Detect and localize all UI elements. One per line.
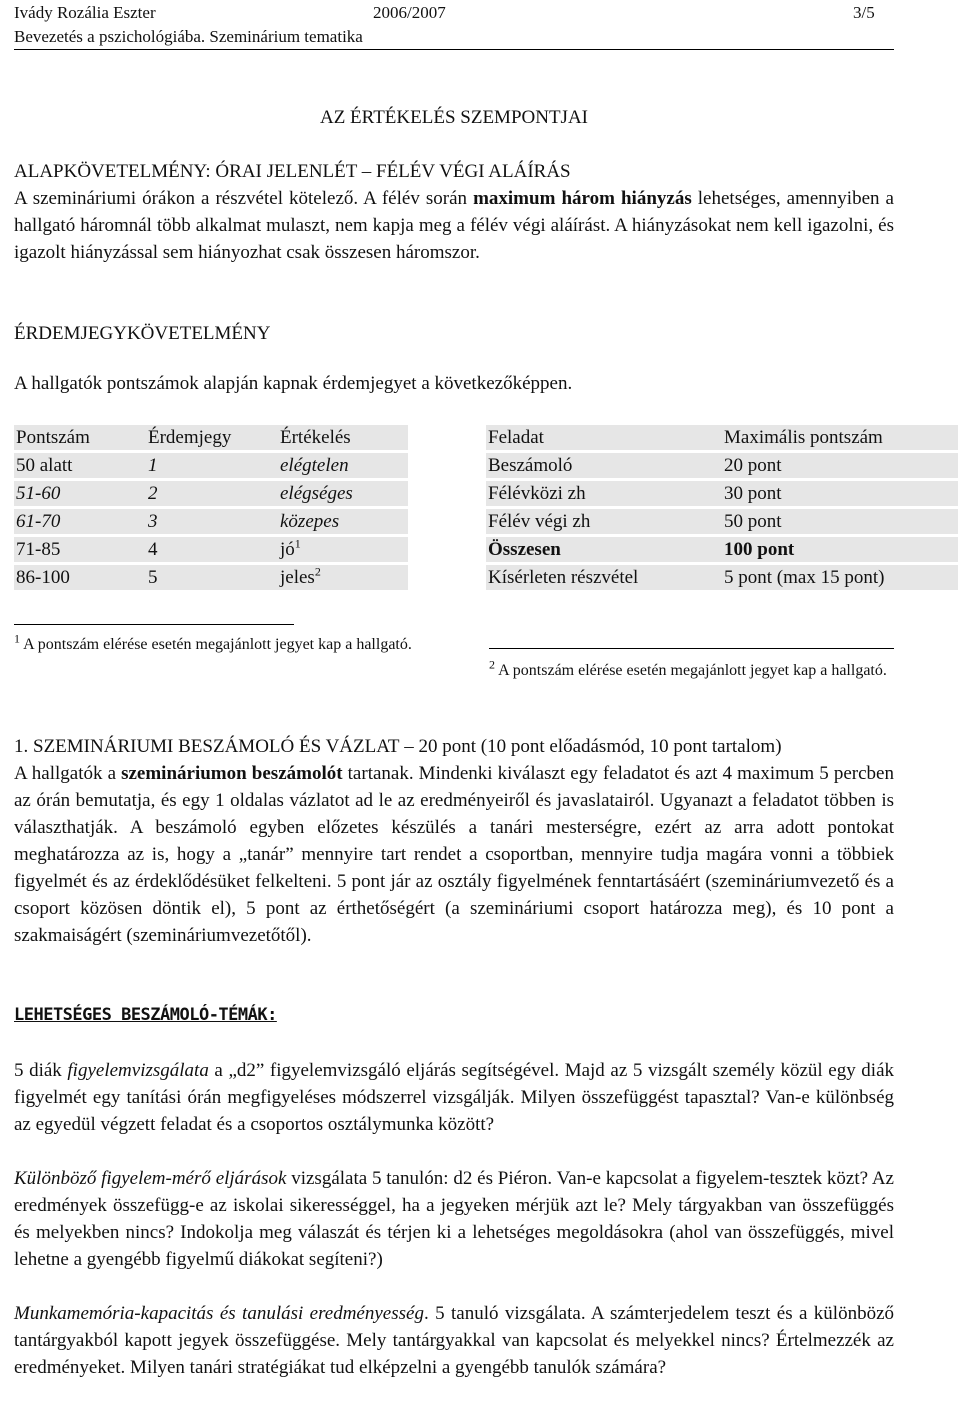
header-year: 2006/2007 <box>373 3 446 22</box>
cell-rating: $jó^1$ <box>278 537 408 562</box>
table-header-row <box>486 425 958 450</box>
header-divider <box>14 49 894 50</box>
basic-requirement-text: A szemináriumi órákon a részvétel kötelező. A félév során maximum három hiányzás lehetséges, amennyiben a hallgató háromnál több alkalmat mulaszt, nem kapja meg a félév végi aláírást. A hiányzásokat nem kell igazolni, és igazolt hiányzással sem hiányozhat csak összesen háromszor. <box>14 188 894 263</box>
cell-points: 30 pont <box>722 481 958 506</box>
footnote-divider-2 <box>489 648 894 649</box>
cell-rating: elégséges <box>278 481 408 506</box>
cell-points: 20 pont <box>722 453 958 478</box>
cell-rating: közepes <box>278 509 408 534</box>
cell-points: 100 pont <box>722 537 958 562</box>
table-row <box>486 537 958 562</box>
footnote-ref-2: 2 <box>314 564 321 579</box>
cell-score: 51-60 <box>14 481 146 506</box>
header-author: Ivády Rozália Eszter <box>14 3 156 22</box>
cell-rating: elégtelen <box>278 453 408 478</box>
col-header-grade: Érdemjegy <box>146 425 278 450</box>
cell-task: Beszámoló <box>486 453 722 478</box>
table-row <box>486 509 958 534</box>
header-course: Bevezetés a pszichológiába. Szeminárium tematika <box>14 27 363 46</box>
table-header-row <box>14 425 408 450</box>
topics-heading: LEHETSÉGES BESZÁMOLÓ-TÉMÁK: <box>14 1005 277 1025</box>
topic-3: Munkamemória-kapacitás és tanulási eredményesség. 5 tanuló vizsgálata. A számterjedelem teszt és a különböző tantárgyakból kapott jegyek összefüggése. Mely tantárgyakkal van kapcsolat és melyekkel nincs? Értelmezzék az eredményeket. Milyen tanári stratégiákat tud elképzelni a gyengébb tanulók számára? <box>14 1303 894 1378</box>
topic-2: Különböző figyelem-mérő eljárások vizsgálata 5 tanulón: d2 és Piéron. Van-e kapcsolat a figyelem-tesztek közt? Az eredmények összefügg-e az iskolai sikerességgel, ha a jegyeken mérjük azt le? Mely tárgyakban van összefüggés és melyekben nincs? Indokolja meg válaszát és térjen ki a lehetséges megoldásokra (ahol van összefüggés, mivel lehetne a gyengébb figyelmű diákokat segíteni?) <box>14 1168 894 1270</box>
footnote-1: $^1$ A pontszám elérése esetén megajánlott jegyet kap a hallgató. <box>14 631 412 653</box>
col-header-task: Feladat <box>486 425 722 450</box>
footnote-2: $^2$ A pontszám elérése esetén megajánlott jegyet kap a hallgató. <box>489 657 887 679</box>
table-row <box>486 453 958 478</box>
table-row <box>14 509 408 534</box>
cell-task: Összesen <box>486 537 722 562</box>
table-row <box>486 565 958 590</box>
table-row <box>14 537 408 562</box>
cell-task: Félév végi zh <box>486 509 722 534</box>
seminar-heading: 1. SZEMINÁRIUMI BESZÁMOLÓ ÉS VÁZLAT – 20 pont (10 pont előadásmód, 10 pont tartalom) <box>14 736 782 757</box>
col-header-score: Pontszám <box>14 425 146 450</box>
cell-grade: 4 <box>146 537 278 562</box>
cell-score: 50 alatt <box>14 453 146 478</box>
cell-score: 86-100 <box>14 565 146 590</box>
topic-1: 5 diák figyelemvizsgálata a „d2” figyelemvizsgáló eljárás segítségével. Majd az 5 vizsgált személy közül egy diák figyelmét egy tanítási órán megfigyeléses módszerrel vizsgálják. Milyen összefüggést tapasztal? Van-e különbség az egyedül végzett feladat és a csoportos osztálymunka között? <box>14 1060 895 1135</box>
grade-table <box>14 422 408 593</box>
cell-grade: 2 <box>146 481 278 506</box>
seminar-text: A hallgatók a szemináriumon beszámolót tartanak. Mindenki kiválaszt egy feladatot és azt 4 maximum 5 percben az órán bemutatja, és egy 1 oldalas vázlatot ad le az eredményeiről és javaslatairól. Ugyanazt a feladatot többen is választhatják. A beszámoló egyben előzetes készülés a tanári mesterségre, ezért az arra adott pontokat meghatározza az is, hogy a „tanár” mennyire tart rendet a csoportban, mennyire tudja magára vonni a többiek figyelmét és az érdeklődésüket felkelteni. 5 pont jár az osztály figyelmének fenntartásáért (szemináriumvezető és a csoport közösen döntik el), 5 pont az érthetőségért (a szemináriumi csoport határozza meg), és 10 pont a szakmaiságért (szemináriumvezetőtől). <box>14 763 894 946</box>
cell-score: 71-85 <box>14 537 146 562</box>
cell-rating: jeles$^2$ <box>278 565 408 590</box>
cell-score: 61-70 <box>14 509 146 534</box>
page-title: AZ ÉRTÉKELÉS SZEMPONTJAI <box>319 107 588 128</box>
basic-requirement-heading: ALAPKÖVETELMÉNY: ÓRAI JELENLÉT – FÉLÉV VÉGI ALÁÍRÁS <box>14 161 571 182</box>
table-row <box>486 481 958 506</box>
cell-grade: 5 <box>146 565 278 590</box>
cell-grade: 1 <box>146 453 278 478</box>
grade-intro: A hallgatók pontszámok alapján kapnak érdemjegyet a következőképpen. <box>14 373 573 394</box>
footnote-divider-1 <box>14 624 294 625</box>
grade-requirement-heading: ÉRDEMJEGYKÖVETELMÉNY <box>14 323 271 344</box>
cell-points: 50 pont <box>722 509 958 534</box>
cell-points: 5 pont (max 15 pont) <box>722 565 958 590</box>
header-page: 3/5 <box>853 3 875 22</box>
table-row <box>14 565 408 590</box>
col-header-max-points: Maximális pontszám <box>722 425 958 450</box>
cell-task: Félévközi zh <box>486 481 722 506</box>
cell-task: Kísérleten részvétel <box>486 565 722 590</box>
points-table <box>486 422 958 593</box>
col-header-rating: Értékelés <box>278 425 408 450</box>
table-row <box>14 453 408 478</box>
cell-grade: 3 <box>146 509 278 534</box>
footnote-ref-1: 1 <box>294 536 301 551</box>
table-row <box>14 481 408 506</box>
page-header <box>14 2 894 24</box>
